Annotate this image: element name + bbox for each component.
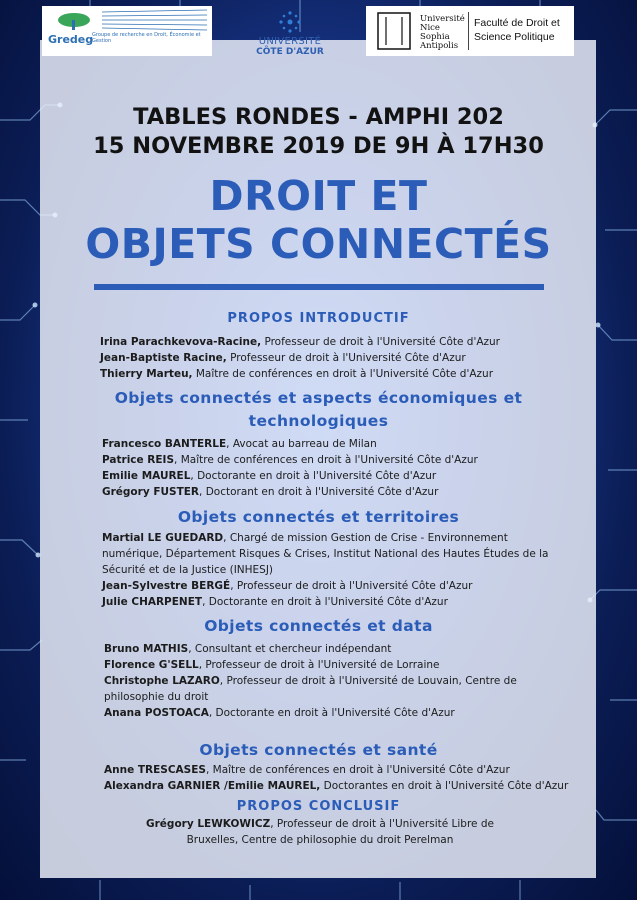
unice-text: Université Nice Sophia Antipolis [420,14,465,51]
speaker-line: Grégory FUSTER, Doctorant en droit à l'Université Côte d'Azur [102,486,439,498]
speaker-line: Jean-Sylvestre BERGÉ, Professeur de droit à l'Université Côte d'Azur [102,580,473,592]
logo-bar [0,4,637,60]
speaker-line: Grégory LEWKOWICZ, Professeur de droit à l'Université Libre de Bruxelles, Centre de philosophie du droit Perelman [146,818,494,846]
section-eco-heading-2: technologiques [248,412,389,430]
speaker-line: Anana POSTOACA, Doctorante en droit à l'Université Côte d'Azur [104,707,455,719]
speaker-line: Bruno MATHIS, Consultant et chercheur indépendant [104,643,392,655]
speaker-line: Irina Parachkevova-Racine, Professeur de droit à l'Université Côte d'Azur [100,336,500,348]
speaker-line: Alexandra GARNIER /Emilie MAUREL, Doctorantes en droit à l'Université Côte d'Azur [104,780,569,792]
gredeg-subtitle: Groupe de recherche en Droit, Économie et Gestion [92,32,201,44]
gredeg-graphic-icon [42,6,212,32]
unice-emblem-icon [374,9,414,53]
event-line1: TABLES RONDES - AMPHI 202 [133,104,504,130]
section-eco-heading: Objets connectés et aspects économiques et [114,389,523,407]
uca-line2: CÔTE D'AZUR [256,47,324,57]
section-territoires-heading: Objets connectés et territoires [177,508,460,526]
uca-logo [255,10,325,60]
section-sante-heading: Objets connectés et santé [199,741,438,759]
speaker-line: Florence G'SELL, Professeur de droit à l'Université de Lorraine [104,659,440,671]
title-line1: DROIT ET [209,172,428,220]
speaker-line: Francesco BANTERLE, Avocat au barreau de Milan [102,438,377,450]
gredeg-name: Gredeg [48,33,94,46]
title-rule [94,284,544,290]
uca-star-icon [275,10,305,34]
title-line2: OBJETS CONNECTÉS [85,220,552,268]
speaker-line: Anne TRESCASES, Maître de conférences en droit à l'Université Côte d'Azur [104,764,510,776]
speaker-line: Patrice REIS, Maître de conférences en droit à l'Université Côte d'Azur [102,454,478,466]
speaker-line: Thierry Marteu, Maître de conférences en droit à l'Université Côte d'Azur [100,368,494,380]
faculty-name: Faculté de Droit et Science Politique [474,17,560,43]
speaker-line: Martial LE GUEDARD, Chargé de mission Gestion de Crise - Environnement numérique, Département Risques & Crises, Institut National des Hautes Études de la Sécurité et de la Justice (INHESJ) [102,532,549,576]
faculty-logo [366,6,574,56]
speaker-line: Jean-Baptiste Racine, Professeur de droit à l'Université Côte d'Azur [100,352,466,364]
logo-separator [468,12,469,50]
section-conclusion-heading: PROPOS CONCLUSIF [236,799,401,814]
section-data-heading: Objets connectés et data [204,617,433,635]
section-intro-heading: PROPOS INTRODUCTIF [227,311,410,326]
event-line2: 15 NOVEMBRE 2019 DE 9H À 17H30 [93,133,544,159]
speaker-line: Christophe LAZARO, Professeur de droit à l'Université de Louvain, Centre de philosophie du droit [104,675,517,703]
uca-line1: UNIVERSITÉ [258,36,322,47]
speaker-line: Julie CHARPENET, Doctorante en droit à l'Université Côte d'Azur [102,596,448,608]
speaker-line: Emilie MAUREL, Doctorante en droit à l'Université Côte d'Azur [102,470,437,482]
gredeg-logo [42,6,212,56]
